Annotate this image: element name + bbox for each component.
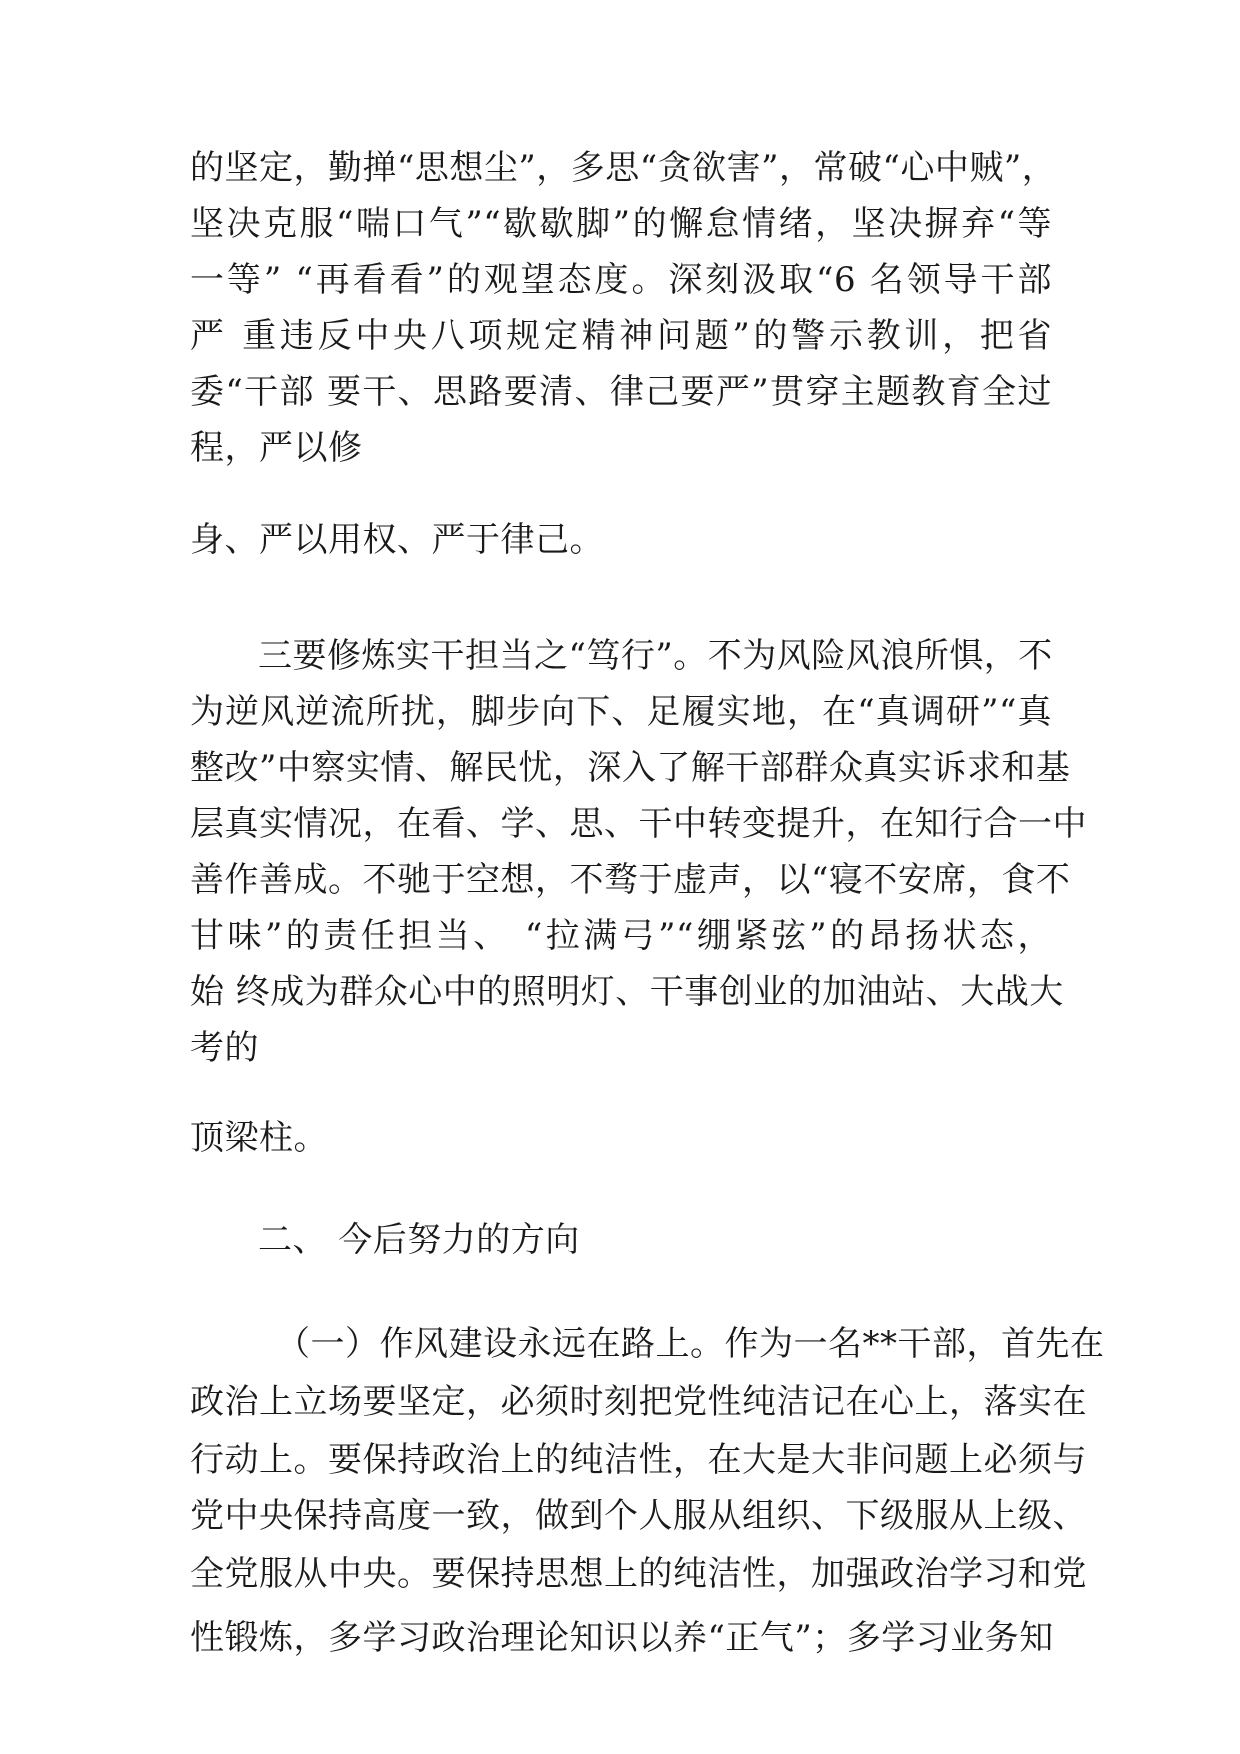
paragraph-line: 身、严以用权、严于律己。 <box>190 520 604 560</box>
paragraph-line: 行动上。要保持政治上的纯洁性，在大是大非问题上必须与 <box>190 1440 1087 1480</box>
paragraph-line: 为逆风逆流所扰，脚步向下、足履实地，在“真调研”“真 <box>190 692 1052 732</box>
paragraph-line: 一等” “再看看”的观望态度。深刻汲取“6 名领导干部 <box>190 260 1052 300</box>
paragraph-line: 党中央保持高度一致，做到个人服从组织、下级服从上级、 <box>190 1496 1087 1536</box>
paragraph-line: 严 重违反中央八项规定精神问题”的警示教训，把省 <box>190 316 1052 356</box>
paragraph-line: 甘味”的责任担当、 “拉满弓”“绷紧弦”的昂扬状态， <box>190 916 1052 956</box>
paragraph-line: 性锻炼，多学习政治理论知识以养“正气”；多学习业务知 <box>190 1618 1054 1658</box>
paragraph-line: （一）作风建设永远在路上。作为一名**干部，首先在 <box>276 1324 1105 1364</box>
paragraph-line: 委“干部 要干、思路要清、律己要严”贯穿主题教育全过 <box>190 372 1052 412</box>
paragraph-line: 三要修炼实干担当之“笃行”。不为风险风浪所惧，不 <box>258 636 1053 676</box>
section-heading: 二、 今后努力的方向 <box>258 1220 580 1260</box>
paragraph-line: 整改”中察实情、解民忧，深入了解干部群众真实诉求和基 <box>190 748 1071 788</box>
paragraph-line: 始 终成为群众心中的照明灯、干事创业的加油站、大战大 <box>190 972 1064 1012</box>
paragraph-line: 善作善成。不驰于空想，不骛于虚声，以“寝不安席，食不 <box>190 860 1071 900</box>
paragraph-line: 层真实情况，在看、学、思、干中转变提升，在知行合一中 <box>190 804 1087 844</box>
paragraph-line: 全党服从中央。要保持思想上的纯洁性，加强政治学习和党 <box>190 1554 1087 1594</box>
paragraph-line: 顶梁柱。 <box>190 1118 328 1158</box>
paragraph-line: 坚决克服“喘口气”“歇歇脚”的懈怠情绪，坚决摒弃“等 <box>190 204 1052 244</box>
paragraph-line: 的坚定，勤掸“思想尘”，多思“贪欲害”，常破“心中贼”， <box>190 148 1057 188</box>
paragraph-line: 政治上立场要坚定，必须时刻把党性纯洁记在心上，落实在 <box>190 1382 1087 1422</box>
paragraph-line: 程，严以修 <box>190 428 363 468</box>
paragraph-line: 考的 <box>190 1028 259 1068</box>
